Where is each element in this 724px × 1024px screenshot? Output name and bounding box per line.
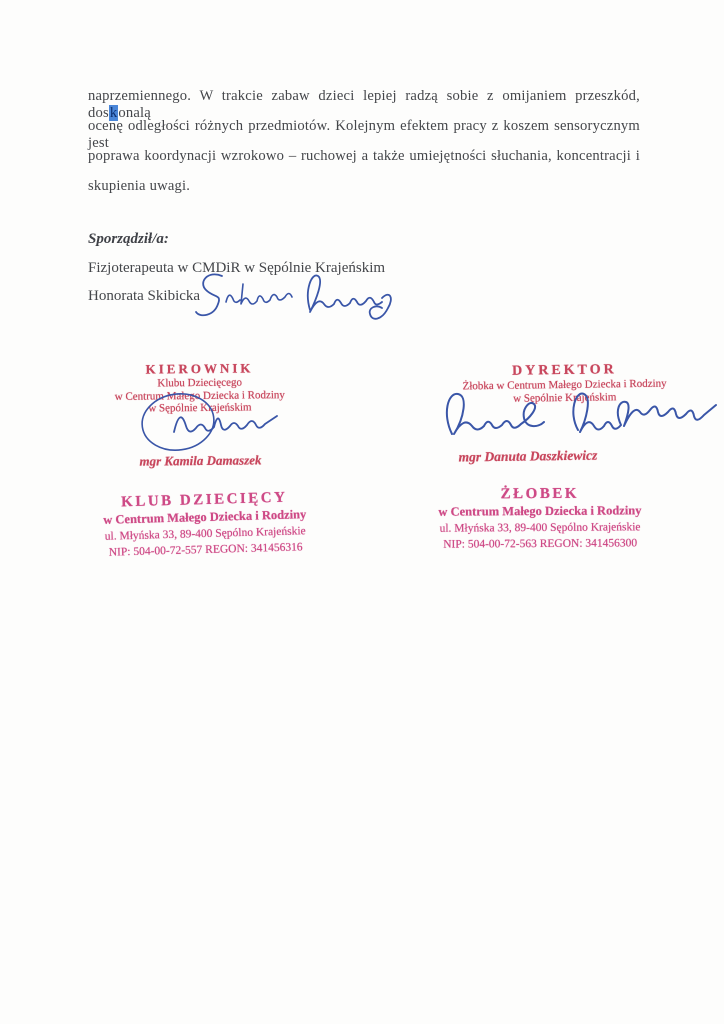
cursor-highlighted-char: k: [109, 105, 118, 121]
paragraph-line-4: skupienia uwagi.: [88, 178, 191, 194]
dyrektor-handwritten-signature: [438, 384, 720, 442]
stamp-zlobek-title: ŻŁOBEK: [500, 485, 580, 503]
stamp-dyrektor-signer: mgr Danuta Daszkiewicz: [458, 447, 598, 465]
prepared-by-label: Sporządził/a:: [88, 231, 169, 247]
paragraph-text: onalą: [118, 105, 151, 121]
paragraph-line-3: poprawa koordynacji wzrokowo – ruchowej a także umiejętności słuchania, koncentracji i: [88, 148, 640, 164]
stamp-dyrektor-line-1: Żłobka w Centrum Małego Dziecka i Rodziny: [462, 377, 667, 393]
stamp-kierownik-line-2: w Centrum Małego Dziecka i Rodziny: [114, 388, 285, 403]
preparer-handwritten-signature: [192, 264, 397, 328]
stamp-klub-dzieciecy: [84, 489, 326, 562]
preparer-role: Fizjoterapeuta w CMDiR w Sępólnie Krajeńskim: [88, 260, 386, 276]
stamp-klub-line-2: ul. Młyńska 33, 89-400 Sępólno Krajeńskie: [104, 525, 306, 543]
stamp-klub-title: KLUB DZIECIĘCY: [120, 489, 288, 511]
stamp-dyrektor-line-2: w Sępólnie Krajeńskim: [513, 390, 617, 405]
stamp-zlobek: [415, 485, 665, 553]
stamp-zlobek-line-2: ul. Młyńska 33, 89-400 Sępólno Krajeńskie: [439, 521, 641, 535]
kierownik-handwritten-signature: [128, 388, 318, 456]
stamp-kierownik-signer: mgr Kamila Damaszek: [139, 451, 262, 469]
paragraph-line-1: [88, 88, 640, 122]
stamp-zlobek-line-3: NIP: 504-00-72-563 REGON: 341456300: [443, 537, 638, 551]
paragraph-line-2: ocenę odległości różnych przedmiotów. Kolejnym efektem pracy z koszem sensorycznym jest: [88, 118, 640, 151]
preparer-name: Honorata Skibicka: [88, 288, 201, 304]
stamp-kierownik-line-1: Klubu Dziecięcego: [157, 376, 243, 390]
paragraph-text: naprzemiennego. W trakcie zabaw dzieci lepiej radzą sobie z omijaniem przeszkód, dos: [88, 88, 640, 121]
stamp-dyrektor-title: DYREKTOR: [511, 362, 617, 379]
stamp-klub-line-3: NIP: 504-00-72-557 REGON: 341456316: [108, 541, 303, 559]
stamp-kierownik-line-3: w Sępólnie Krajeńskim: [148, 401, 252, 415]
stamp-kierownik-title: KIEROWNIK: [145, 360, 254, 377]
stamp-zlobek-line-1: w Centrum Małego Dziecka i Rodziny: [438, 503, 642, 519]
stamp-klub-line-1: w Centrum Małego Dziecka i Rodziny: [103, 507, 307, 527]
